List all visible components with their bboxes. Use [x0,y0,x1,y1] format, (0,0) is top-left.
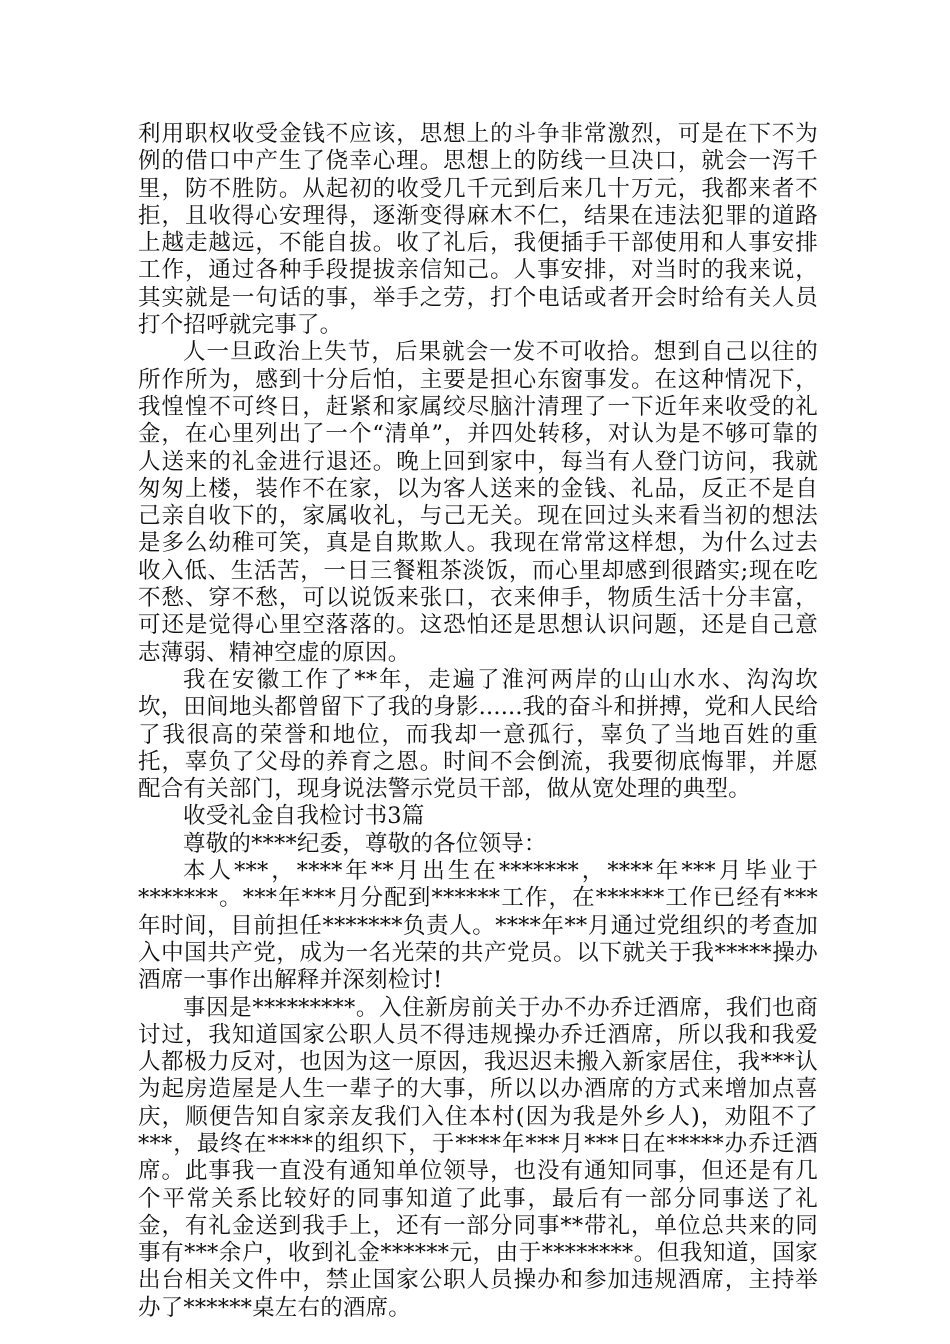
salutation: 尊敬的****纪委，尊敬的各位领导： [183,830,547,857]
paragraph-1: 利用职权收受金钱不应该，思想上的斗争非常激烈，可是在下不为例的借口中产生了侥幸心理。思想上的防线一旦决口，就会一泻千里，防不胜防。从起初的收受几千元到后来几十万元，我都来者不拒，且收得心安理得，逐渐变得麻木不仁，结果在违法犯罪的道路上越走越远，不能自拔。收了礼后，我便插手干部使用和人事安排工作，通过各种手段提拔亲信知己。人事安排，对当时的我来说，其实就是一句话的事，举手之劳，打个电话或者开会时给有关人员打个招呼就完事了。 [138,121,818,339]
paragraph-3: 我在安徽工作了**年，走遍了淮河两岸的山山水水、沟沟坎坎，田间地头都曾留下了我的身影......我的奋斗和拼搏，党和人民给了我很高的荣誉和地位，而我却一意孤行，辜负了当地百姓的重托，辜负了父母的养育之恩。时间不会倒流，我要彻底悔罪，并愿配合有关部门，现身说法警示党员干部，做从宽处理的典型。 [138,666,818,803]
section-title: 收受礼金自我检讨书3篇 [183,803,425,830]
paragraph-2: 人一旦政治上失节，后果就会一发不可收拾。想到自己以往的所作所为，感到十分后怕，主要是担心东窗事发。在这种情况下，我惶惶不可终日，赶紧和家属绞尽脑汁清理了一下近年来收受的礼金，在心里列出了一个“清单”，并四处转移，对认为是不够可靠的人送来的礼金进行退还。晚上回到家中，每当有人登门访问，我就匆匆上楼，装作不在家，以为客人送来的金钱、礼品，反正不是自己亲自收下的，家属收礼，与己无关。现在回过头来看当初的想法是多么幼稚可笑，真是自欺欺人。我现在常常这样想，为什么过去收入低、生活苦，一日三餐粗茶淡饭，而心里却感到很踏实;现在吃不愁、穿不愁，可以说饭来张口，衣来伸手，物质生活十分丰富，可还是觉得心里空落落的。这恐怕还是思想认识问题，还是自己意志薄弱、精神空虚的原因。 [138,339,818,666]
document-body [138,121,818,1322]
paragraph-self-introduction: 本人***，****年**月出生在*******，****年***月毕业于*******。***年***月分配到******工作，在******工作已经有***年时间，目前担任*******负责人。****年**月通过党组织的考查加入中国共产党，成为一名光荣的共产党员。以下就关于我*****操办酒席一事作出解释并深刻检讨! [138,858,818,994]
paragraph-incident: 事因是*********。入住新房前关于办不办乔迁酒席，我们也商讨过，我知道国家公职人员不得违规操办乔迁酒席，所以我和我爱人都极力反对，也因为这一原因，我迟迟未搬入新家居住，我***认为起房造屋是人生一辈子的大事，所以以办酒席的方式来增加点喜庆，顺便告知自家亲友我们入住本村(因为我是外乡人)，劝阻不了***，最终在****的组织下，于****年***月***日在*****办乔迁酒席。此事我一直没有通知单位领导，也没有通知同事，但还是有几个平常关系比较好的同事知道了此事，最后有一部分同事送了礼金，有礼金送到我手上，还有一部分同事**带礼，单位总共来的同事有***余户，收到礼金******元，由于********。但我知道，国家出台相关文件中，禁止国家公职人员操办和参加违规酒席，主持举办了******桌左右的酒席。 [138,994,818,1321]
